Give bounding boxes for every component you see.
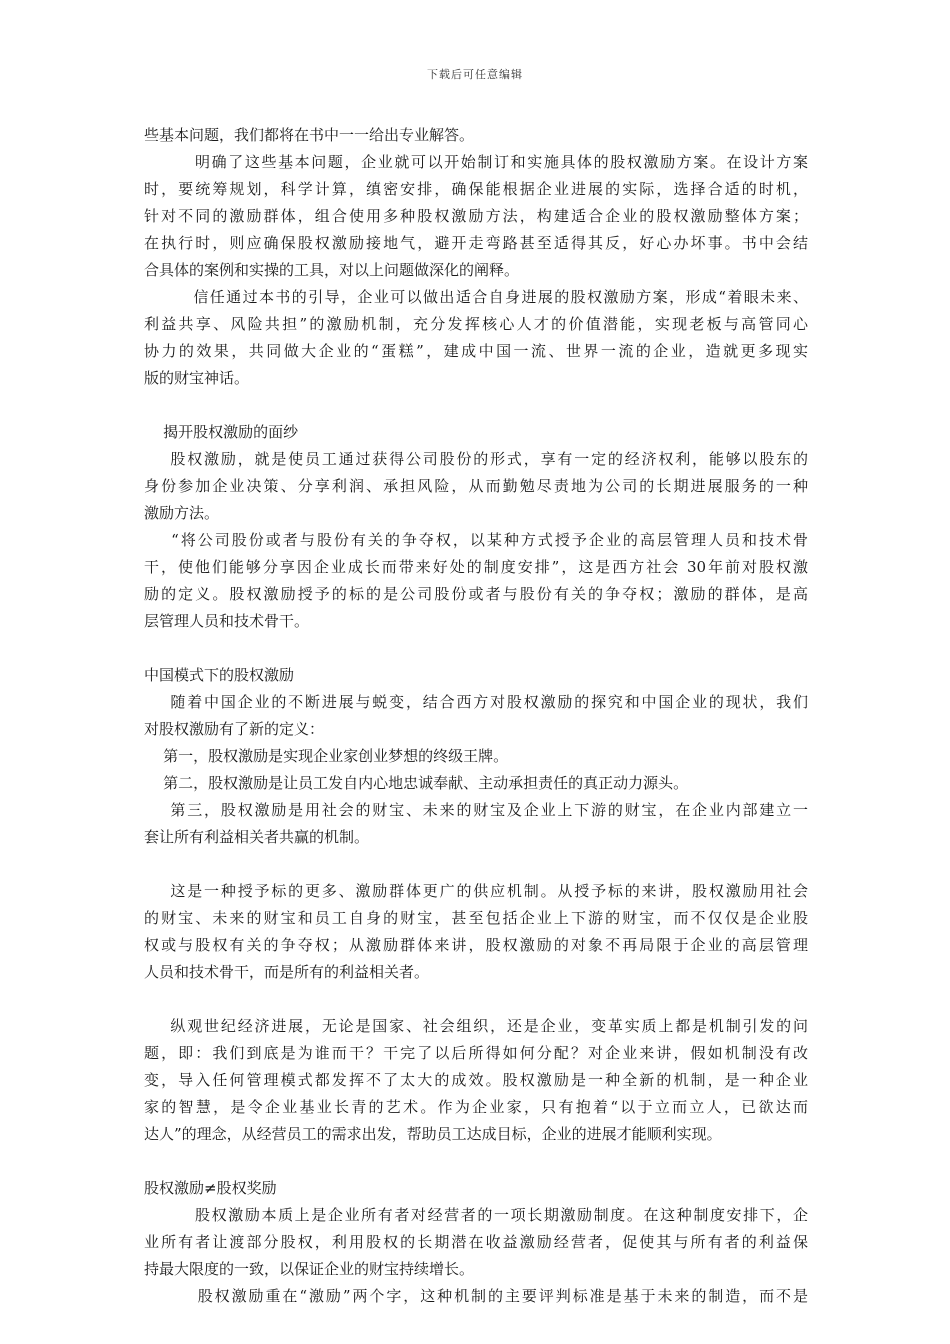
blank-line	[144, 635, 808, 662]
text-line: 身份参加企业决策、分享利润、承担风险，从而勤勉尽责地为公司的长期进展服务的一种	[144, 477, 808, 495]
text-line: 干，使他们能够分享因企业成长而带来好处的制度安排”，这是西方社会 30年前对股权激	[144, 558, 808, 576]
text-line: 时，要统筹规划，科学计算，缜密安排，确保能根据企业进展的实际，选择合适的时机，	[144, 180, 808, 198]
text-line: 合具体的案例和实操的工具，对以上问题做深化的阐释。	[144, 261, 520, 279]
page-header: 下载后可任意编辑	[427, 68, 523, 81]
text-line: 利益共享、风险共担”的激励机制，充分发挥核心人才的价值潜能，实现老板与高管同心	[144, 315, 808, 333]
text-line: “将公司股份或者与股份有关的争夺权，以某种方式授予企业的高层管理人员和技术骨	[144, 531, 808, 549]
text-line: 股权激励重在“激励”两个字，这种机制的主要评判标准是基于未来的制造，而不是	[144, 1287, 808, 1305]
text-line: 层管理人员和技术骨干。	[144, 612, 310, 630]
text-line: 些基本问题，我们都将在书中一一给出专业解答。	[144, 126, 475, 144]
section-heading: 揭开股权激励的面纱	[144, 423, 299, 441]
text-line: 第二，股权激励是让员工发自内心地忠诚奉献、主动承担责任的真正动力源头。	[144, 774, 689, 792]
text-line: 激励方法。	[144, 504, 220, 522]
blank-line	[144, 1148, 808, 1175]
section-heading: 股权激励≠股权奖励	[144, 1179, 277, 1197]
text-line: 随着中国企业的不断进展与蜕变，结合西方对股权激励的探究和中国企业的现状，我们	[144, 693, 808, 711]
text-line: 变，导入任何管理模式都发挥不了太大的成效。股权激励是一种全新的机制，是一种企业	[144, 1071, 808, 1089]
text-line: 励的定义。股权激励授予的标的是公司股份或者与股份有关的争夺权；激励的群体，是高	[144, 585, 808, 603]
text-line: 这是一种授予标的更多、激励群体更广的供应机制。从授予标的来讲，股权激励用社会	[144, 882, 808, 900]
text-line: 对股权激励有了新的定义：	[144, 720, 325, 738]
section-heading: 中国模式下的股权激励	[144, 666, 295, 684]
text-line: 权或与股权有关的争夺权；从激励群体来讲，股权激励的对象不再局限于企业的高层管理	[144, 936, 808, 954]
blank-line	[144, 986, 808, 1013]
text-line: 股权激励，就是使员工通过获得公司股份的形式，享有一定的经济权利，能够以股东的	[144, 450, 808, 468]
text-line: 持最大限度的一致，以保证企业的财宝持续增长。	[144, 1260, 475, 1278]
text-line: 套让所有利益相关者共赢的机制。	[144, 828, 370, 846]
text-line: 题，即：我们到底是为谁而干？干完了以后所得如何分配？对企业来讲，假如机制没有改	[144, 1044, 808, 1062]
text-line: 信任通过本书的引导，企业可以做出适合自身进展的股权激励方案，形成“着眼未来、	[144, 288, 808, 306]
document-body	[144, 122, 808, 1310]
text-line: 协力的效果，共同做大企业的“蛋糕”，建成中国一流、世界一流的企业，造就更多现实	[144, 342, 808, 360]
text-line: 在执行时，则应确保股权激励接地气，避开走弯路甚至适得其反，好心办坏事。书中会结	[144, 234, 808, 252]
text-line: 业所有者让渡部分股权，利用股权的长期潜在收益激励经营者，促使其与所有者的利益保	[144, 1233, 808, 1251]
text-line: 第一，股权激励是实现企业家创业梦想的终级王牌。	[144, 747, 509, 765]
blank-line	[144, 851, 808, 878]
text-line: 针对不同的激励群体，组合使用多种股权激励方法，构建适合企业的股权激励整体方案；	[144, 207, 808, 225]
text-line: 人员和技术骨干，而是所有的利益相关者。	[144, 963, 430, 981]
text-line: 版的财宝神话。	[144, 369, 250, 387]
text-line: 家的智慧，是令企业基业长青的艺术。作为企业家，只有抱着“以于立而立人，已欲达而	[144, 1098, 808, 1116]
text-line: 股权激励本质上是企业所有者对经营者的一项长期激励制度。在这种制度安排下，企	[144, 1206, 808, 1224]
blank-line	[144, 392, 808, 419]
text-line: 的财宝、未来的财宝和员工自身的财宝，甚至包括企业上下游的财宝，而不仅仅是企业股	[144, 909, 808, 927]
text-line: 达人”的理念，从经营员工的需求出发，帮助员工达成目标，企业的进展才能顺利实现。	[144, 1125, 722, 1143]
text-line: 第三，股权激励是用社会的财宝、未来的财宝及企业上下游的财宝，在企业内部建立一	[144, 801, 808, 819]
text-line: 明确了这些基本问题，企业就可以开始制订和实施具体的股权激励方案。在设计方案	[144, 153, 808, 171]
text-line: 纵观世纪经济进展，无论是国家、社会组织，还是企业，变革实质上都是机制引发的问	[144, 1017, 808, 1035]
